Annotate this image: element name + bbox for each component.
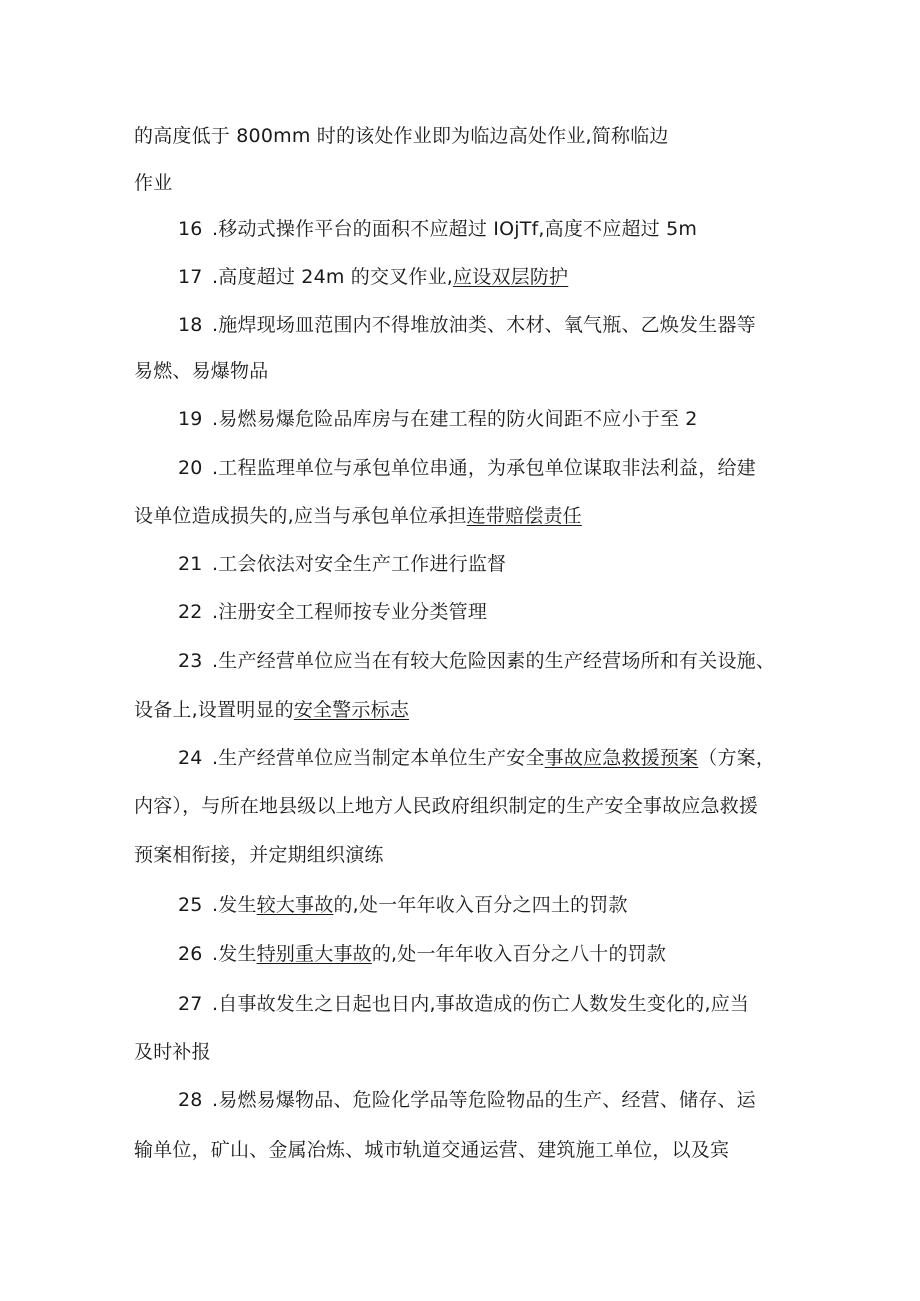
line-text: 设备上,设置明显的 (134, 699, 294, 721)
line-text: .高度超过 24m 的交叉作业, (212, 266, 454, 288)
line-text: 作业 (134, 172, 173, 194)
line-text: 的,处一年年收入百分之四土的罚款 (333, 894, 628, 916)
item-25 (178, 893, 878, 917)
text-line-16 (134, 843, 834, 867)
text-line-1 (134, 124, 834, 148)
line-text: .生产经营单位应当在有较大危险因素的生产经营场所和有关设施、 (212, 650, 776, 672)
item-24 (178, 746, 878, 770)
item-23 (178, 649, 878, 673)
line-text: .工会依法对安全生产工作进行监督 (212, 553, 507, 575)
item-number: 24 (178, 747, 203, 769)
line-text: .生产经营单位应当制定本单位生产安全 (212, 747, 545, 769)
line-text: 的高度低于 800mm 时的该处作业即为临边高处作业,简称临边 (134, 125, 669, 147)
item-number: 27 (178, 993, 203, 1015)
item-20 (178, 456, 878, 480)
item-number: 20 (178, 457, 203, 479)
line-text: 预案相衔接，并定期组织演练 (134, 844, 384, 866)
text-line-2 (134, 171, 834, 195)
text-line-15 (134, 794, 834, 818)
item-27 (178, 992, 878, 1016)
item-28 (178, 1088, 878, 1112)
line-text: .易燃易爆物品、危险化学品等危险物品的生产、经营、储存、运 (212, 1089, 756, 1111)
item-number: 25 (178, 894, 203, 916)
item-21 (178, 552, 878, 576)
item-number: 22 (178, 601, 203, 623)
item-number: 21 (178, 553, 203, 575)
item-number: 23 (178, 650, 203, 672)
underlined-answer: 特别重大事故 (256, 943, 372, 965)
line-text: 的,处一年年收入百分之八十的罚款 (371, 943, 667, 965)
line-text: .发生 (212, 894, 257, 916)
line-text: .自事故发生之日起也日内,事故造成的伤亡人数发生变化的,应当 (212, 993, 750, 1015)
line-text: .移动式操作平台的面积不应超过 IOjTf,高度不应超过 5m (212, 218, 698, 240)
line-text: 设单位造成损失的,应当与承包单位承担 (134, 505, 467, 527)
underlined-answer: 连带赔偿责任 (466, 505, 582, 527)
item-26 (178, 942, 878, 966)
item-16 (178, 217, 878, 241)
item-22 (178, 600, 878, 624)
item-number: 19 (178, 408, 203, 430)
line-text: （方案， (698, 747, 776, 769)
item-17 (178, 265, 878, 289)
underlined-answer: 应设双层防护 (453, 266, 569, 288)
text-line-22 (134, 1138, 834, 1162)
underlined-answer: 事故应急救援预案 (544, 747, 699, 769)
item-number: 18 (178, 314, 203, 336)
text-line-13 (134, 698, 834, 722)
item-18 (178, 313, 878, 337)
underlined-answer: 安全警示标志 (293, 699, 410, 721)
line-text: .发生 (212, 943, 257, 965)
item-number: 16 (178, 218, 203, 240)
text-line-9 (134, 504, 834, 528)
text-line-20 (134, 1040, 834, 1064)
item-number: 26 (178, 943, 203, 965)
line-text: .施焊现场皿范围内不得堆放油类、木材、氧气瓶、乙焕发生器等 (212, 314, 756, 336)
text-line-6 (134, 359, 834, 383)
line-text: 易燃、易爆物品 (134, 360, 269, 382)
line-text: .注册安全工程师按专业分类管理 (212, 601, 488, 623)
line-text: 输单位，矿山、金属冶炼、城市轨道交通运营、建筑施工单位，以及宾 (134, 1139, 730, 1161)
item-19 (178, 407, 878, 431)
item-number: 28 (178, 1089, 203, 1111)
item-number: 17 (178, 266, 203, 288)
line-text: .易燃易爆危险品库房与在建工程的防火间距不应小于至 2 (212, 408, 698, 430)
line-text: 内容），与所在地县级以上地方人民政府组织制定的生产安全事故应急救援 (134, 795, 759, 817)
underlined-answer: 较大事故 (256, 894, 334, 916)
line-text: .工程监理单位与承包单位串通，为承包单位谋取非法利益，给建 (212, 457, 756, 479)
line-text: 及时补报 (134, 1041, 211, 1063)
